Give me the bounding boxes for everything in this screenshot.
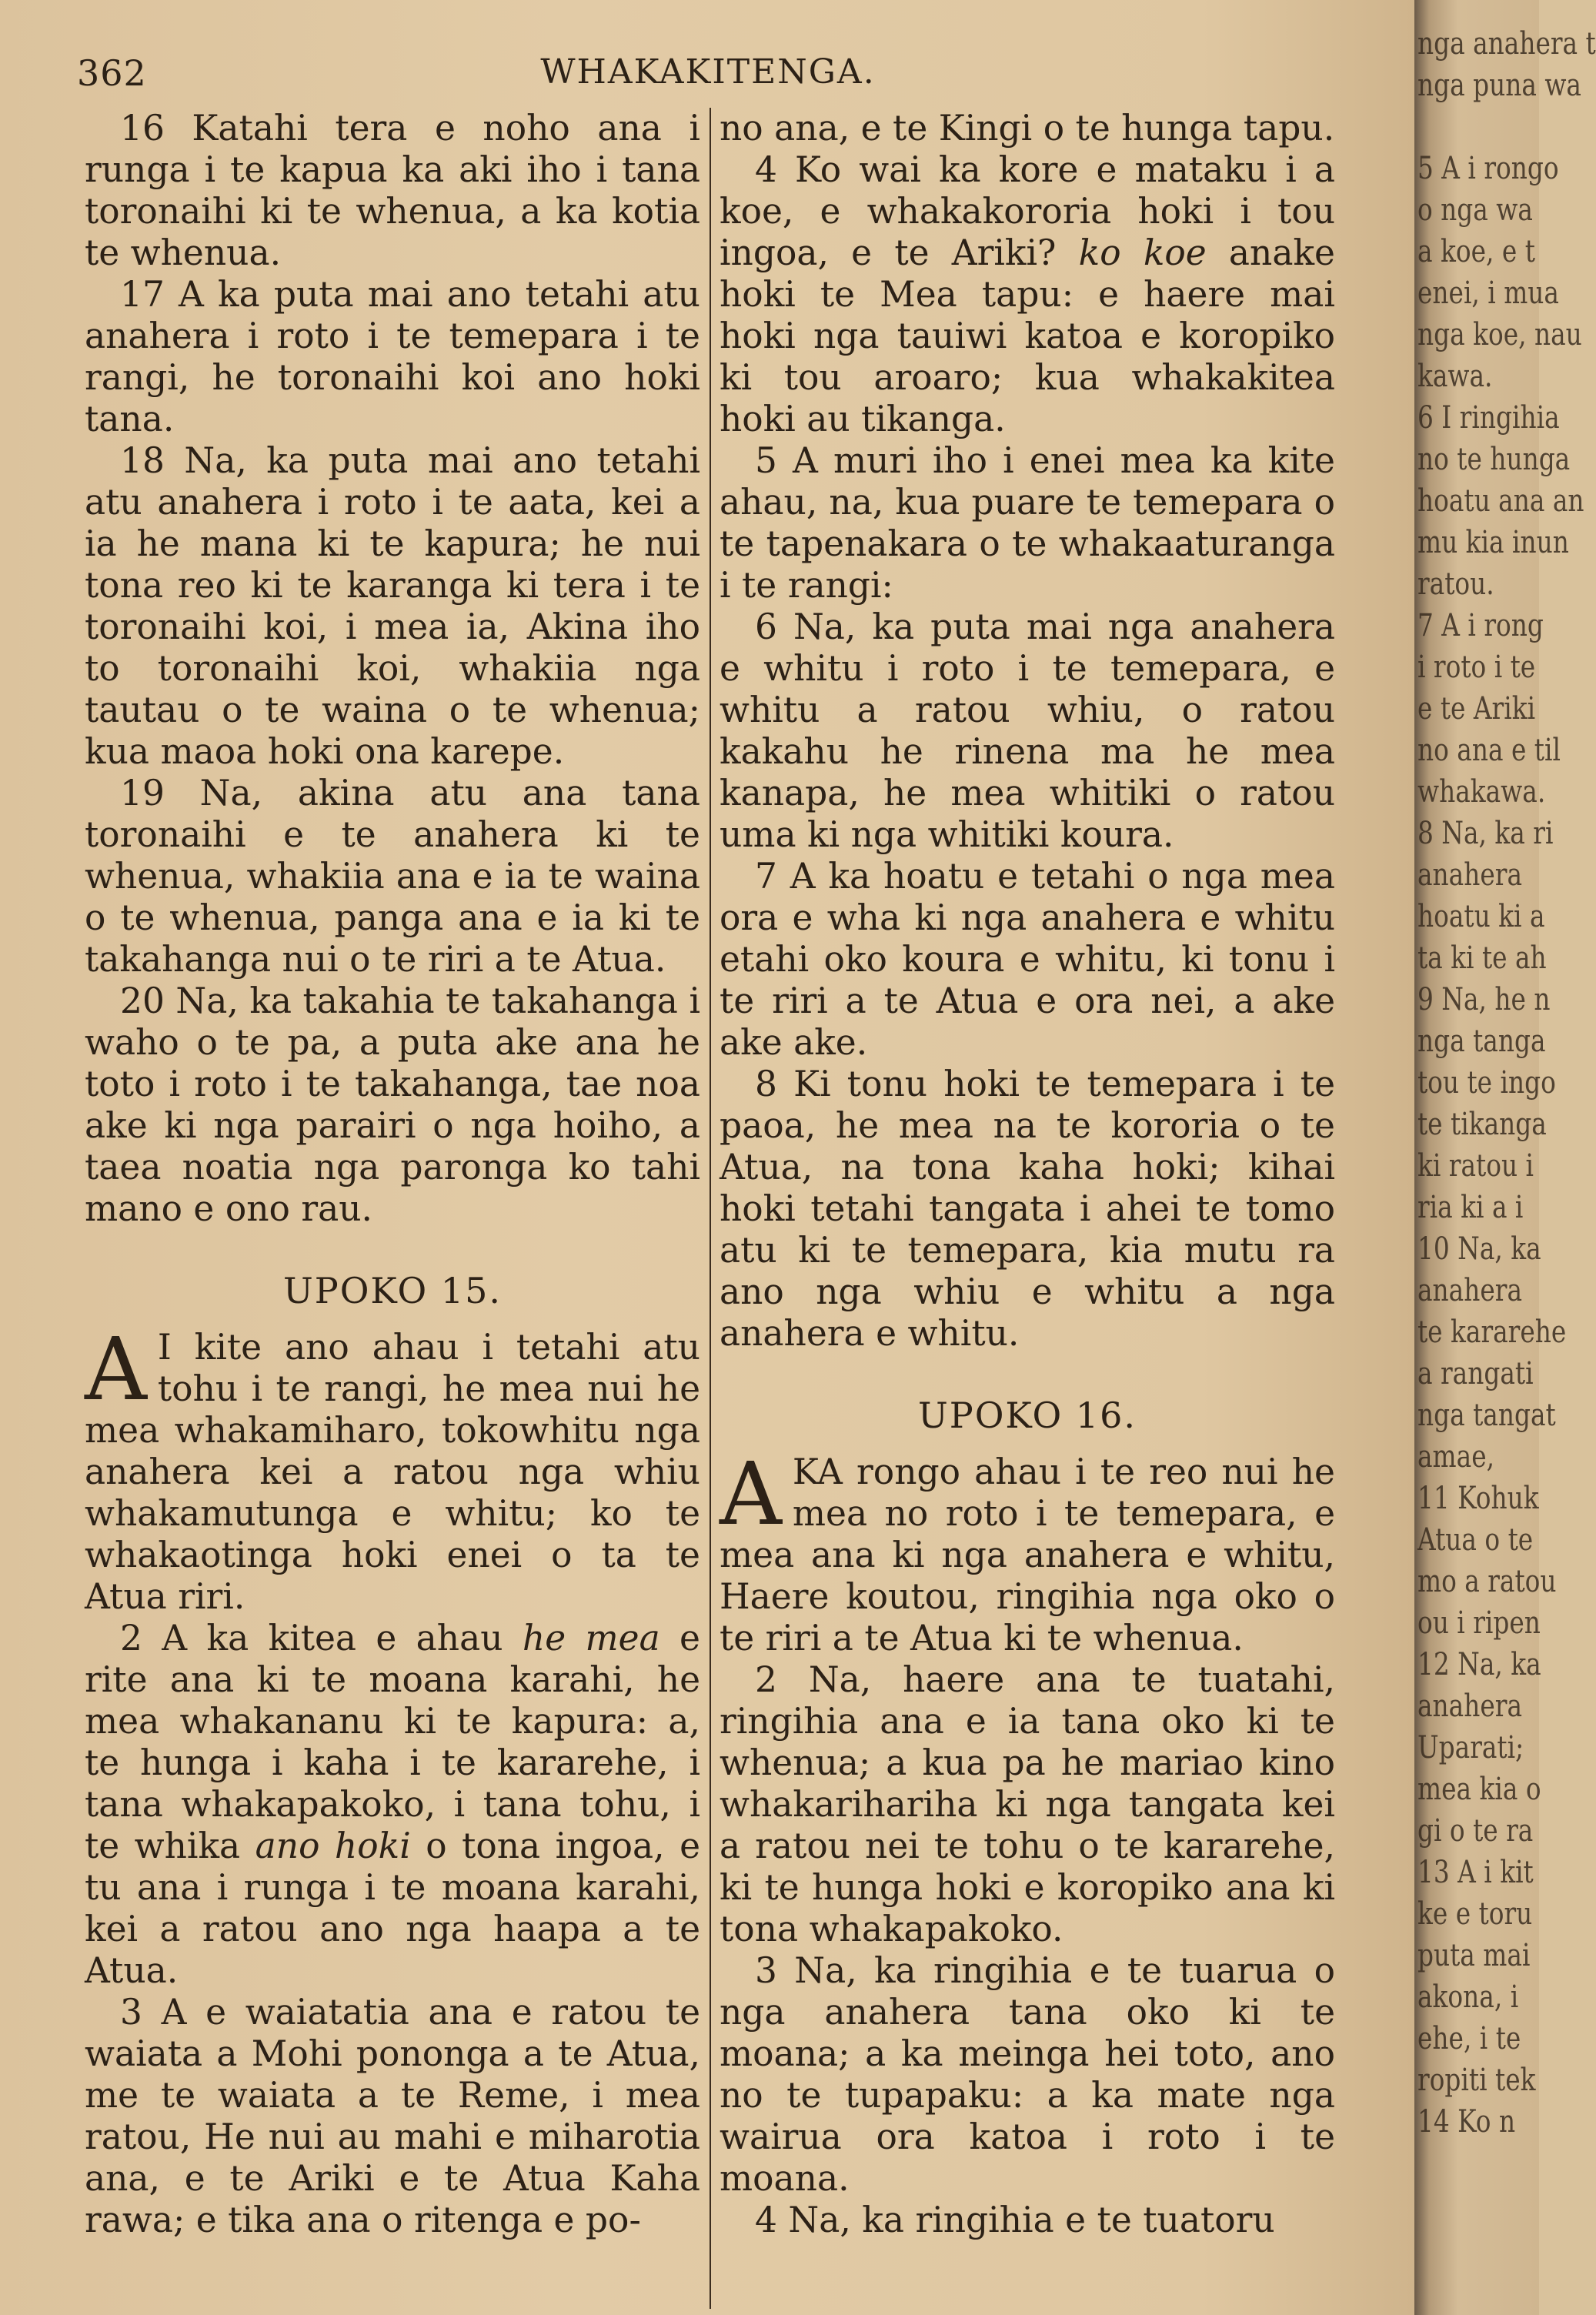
adjacent-page-line: 5 A i rongo xyxy=(1417,151,1559,186)
adjacent-page-line: i roto i te xyxy=(1417,650,1536,685)
verse-14-17: 17 A ka puta mai ano tetahi atu anahera i roto i te temepara i te rangi, he toronaihi koi ano hoki tana. xyxy=(85,274,700,439)
adjacent-page-line: mea kia o xyxy=(1417,1772,1541,1807)
right-column xyxy=(720,108,1335,2241)
verse-14-18: 18 Na, ka puta mai ano tetahi atu anahera i roto i te aata, kei a ia he mana ki te kapura; he nui tona reo ki te karanga ki tera i te toronaihi koi, i mea ia, Akina iho to toronaihi koi, whakiia nga tautau o te waina o te whenua; kua maoa hoki ona karepe. xyxy=(85,440,700,772)
adjacent-page-line: ria ki a i xyxy=(1417,1190,1524,1225)
adjacent-page-line: anahera xyxy=(1417,857,1523,893)
verse-15-2-part-a: 2 A ka kitea e ahau xyxy=(120,1618,523,1659)
verse-15-7: 7 A ka hoatu e tetahi o nga mea ora e wha ki nga anahera e whitu etahi oko koura e whitu, ki tonu i te riri a te Atua e ora nei, a ake ake ake. xyxy=(720,856,1335,1063)
adjacent-page-line: hoatu ana an xyxy=(1417,483,1584,519)
adjacent-page-line: nga anahera t xyxy=(1417,26,1596,62)
verse-16-3: 3 Na, ka ringihia e te tuarua o nga anahera tana oko ki te moana; a ka meinga hei toto, ano no te tupapaku: a ka mate nga wairua ora katoa i roto i te moana. xyxy=(720,1950,1335,2199)
adjacent-page-line: o nga wa xyxy=(1417,192,1533,228)
verse-16-4: 4 Na, ka ringihia e te tuatoru xyxy=(755,2200,1275,2240)
running-title: WHAKAKITENGA. xyxy=(540,52,876,92)
page-number: 362 xyxy=(77,52,147,94)
adjacent-page-line: a rangati xyxy=(1417,1356,1534,1391)
adjacent-page-line: ehe, i te xyxy=(1417,2021,1521,2056)
verse-14-20: 20 Na, ka takahia te takahanga i waho o te pa, a puta ake ana he toto i roto i te takahanga, tae noa ake ki nga parairi o nga hoiho, a taea noatia nga paronga ko tahi mano e ono rau. xyxy=(85,980,700,1229)
adjacent-page-line: Uparati; xyxy=(1417,1730,1524,1765)
verse-15-1 xyxy=(85,1320,700,1618)
adjacent-page-line: tou te ingo xyxy=(1417,1065,1556,1101)
adjacent-page-line: ke e toru xyxy=(1417,1896,1533,1932)
adjacent-page-line: te kararehe xyxy=(1417,1315,1567,1350)
adjacent-page-line: whakawa. xyxy=(1417,774,1546,810)
verse-15-2-italic-2: ano hoki xyxy=(255,1826,411,1866)
adjacent-page-line: mu kia inun xyxy=(1417,525,1569,560)
adjacent-page-line: 12 Na, ka xyxy=(1417,1647,1541,1682)
adjacent-page-line: nga tangat xyxy=(1417,1398,1556,1433)
verse-15-4-italic: ko koe xyxy=(1078,232,1207,273)
adjacent-page-line: 13 A i kit xyxy=(1417,1855,1534,1890)
adjacent-page-line: 10 Na, ka xyxy=(1417,1231,1541,1267)
adjacent-page-edge xyxy=(1414,0,1596,2315)
verse-15-3-continued: no ana, e te Kingi o te hunga tapu. xyxy=(720,108,1335,149)
left-column xyxy=(85,108,700,2241)
adjacent-page-line: 11 Kohuk xyxy=(1417,1481,1539,1516)
verse-14-16: 16 Katahi tera e noho ana i runga i te kapua ka aki iho i tana toronaihi ki te whenua, a ka kotia te whenua. xyxy=(85,108,700,273)
adjacent-page-line: Atua o te xyxy=(1417,1522,1534,1558)
adjacent-page-line: gi o te ra xyxy=(1417,1813,1534,1849)
adjacent-page-line: ropiti tek xyxy=(1417,2063,1536,2098)
verse-15-4-part-b: anake hoki te Mea tapu: e haere mai hoki nga tauiwi katoa e koropiko ki tou aroaro; kua whakakitea hoki au tikanga. xyxy=(720,232,1335,439)
adjacent-page-line: 7 A i rong xyxy=(1417,608,1544,643)
adjacent-page-line: no te hunga xyxy=(1417,442,1571,477)
verse-15-3: 3 A e waiatatia ana e ratou te waiata a Mohi pononga a te Atua, me te waiata a te Reme, i mea ratou, He nui au mahi e miharotia ana, e te Ariki e te Atua Kaha rawa; e tika ana o ritenga e po- xyxy=(85,1992,700,2240)
adjacent-page-line: nga puna wa xyxy=(1417,68,1581,103)
adjacent-page-line: hoatu ki a xyxy=(1417,899,1545,934)
adjacent-page-line: nga koe, nau xyxy=(1417,317,1582,352)
adjacent-page-line: amae, xyxy=(1417,1439,1495,1475)
adjacent-page-line: no ana e til xyxy=(1417,733,1561,768)
adjacent-page-line: 6 I ringihia xyxy=(1417,400,1560,436)
verse-15-2 xyxy=(85,1618,700,1992)
chapter-16-heading: UPOKO 16. xyxy=(917,1395,1137,1436)
adjacent-page-line: te tikanga xyxy=(1417,1107,1547,1142)
verse-15-4 xyxy=(720,149,1335,440)
drop-cap: A xyxy=(720,1445,782,1545)
adjacent-page-line: ratou. xyxy=(1417,566,1494,602)
verse-16-1 xyxy=(720,1445,1335,1659)
page-header xyxy=(77,52,1339,99)
verse-15-1-text: I kite ano ahau i tetahi atu tohu i te rangi, he mea nui he mea whakamiharo, tokowhitu nga anahera kei a ratou nga whiu whakamutunga e whitu; ko te whakaotinga hoki enei o ta te Atua riri. xyxy=(85,1327,700,1617)
adjacent-page-line: a koe, e t xyxy=(1417,234,1535,269)
adjacent-page-line: 14 Ko n xyxy=(1417,2104,1516,2140)
adjacent-page-line: anahera xyxy=(1417,1273,1523,1308)
adjacent-page-line: e te Ariki xyxy=(1417,691,1536,727)
verse-15-2-part-b: e rite ana ki te moana karahi, he mea whakananu ki te kapura: a, te hunga i kaha i te kararehe, i tana whakapakoko, i tana tohu, i te whika xyxy=(85,1618,700,1866)
adjacent-page-line: 8 Na, ka ri xyxy=(1417,816,1554,851)
verse-15-8: 8 Ki tonu hoki te temepara i te paoa, he mea na te kororia o te Atua, na tona kaha hoki; kihai hoki tetahi tangata i ahei te tomo atu ki te temepara, kia mutu ra ano nga whiu e whitu a nga anahera e whitu. xyxy=(720,1064,1335,1354)
verse-15-2-italic-1: he mea xyxy=(522,1618,660,1659)
verse-15-5: 5 A muri iho i enei mea ka kite ahau, na, kua puare te temepara o te tapenakara o te whakaaturanga i te rangi: xyxy=(720,440,1335,606)
adjacent-page-line: anahera xyxy=(1417,1689,1523,1724)
adjacent-page-line: 9 Na, he n xyxy=(1417,982,1551,1017)
adjacent-page-line: nga tanga xyxy=(1417,1024,1546,1059)
verse-15-6: 6 Na, ka puta mai nga anahera e whitu i roto i te temepara, e whitu a ratou whiu, o ratou kakahu he rinena ma he mea kanapa, he mea whitiki o ratou uma ki nga whitiki koura. xyxy=(720,606,1335,855)
adjacent-page-line: ou i ripen xyxy=(1417,1605,1541,1641)
verse-16-1-text: KA rongo ahau i te reo nui he mea no roto i te temepara, e mea ana ki nga anahera e whitu, Haere koutou, ringihia nga oko o te riri a te Atua ki te whenua. xyxy=(720,1451,1335,1659)
adjacent-page-line: ki ratou i xyxy=(1417,1148,1534,1184)
adjacent-page-line: kawa. xyxy=(1417,359,1493,394)
chapter-15-heading: UPOKO 15. xyxy=(282,1270,503,1311)
adjacent-page-line: enei, i mua xyxy=(1417,276,1559,311)
adjacent-page-line: akona, i xyxy=(1417,1979,1519,2015)
verse-15-2-part-c: o tona ingoa, e tu ana i runga i te moana karahi, kei a ratou ano nga haapa a te Atua. xyxy=(85,1826,700,1991)
adjacent-page-line: puta mai xyxy=(1417,1938,1531,1973)
column-divider xyxy=(710,108,711,2309)
adjacent-page-line: mo a ratou xyxy=(1417,1564,1557,1599)
adjacent-page-line: ta ki te ah xyxy=(1417,940,1547,976)
drop-cap: A xyxy=(85,1320,147,1420)
verse-14-19: 19 Na, akina atu ana tana toronaihi e te anahera ki te whenua, whakiia ana e ia te waina o te whenua, panga ana e ia ki te takahanga nui o te riri a te Atua. xyxy=(85,773,700,980)
verse-16-2: 2 Na, haere ana te tuatahi, ringihia ana e ia tana oko ki te whenua; a kua pa he mariao kino whakarihariha ki nga tangata kei a ratou nei te tohu o te kararehe, ki te hunga hoki e koropiko ana ki tona whakapakoko. xyxy=(720,1659,1335,1949)
verse-15-4-part-a: 4 Ko wai ka kore e mataku i a koe, e whakakororia hoki i tou ingoa, e te Ariki? xyxy=(720,149,1335,273)
